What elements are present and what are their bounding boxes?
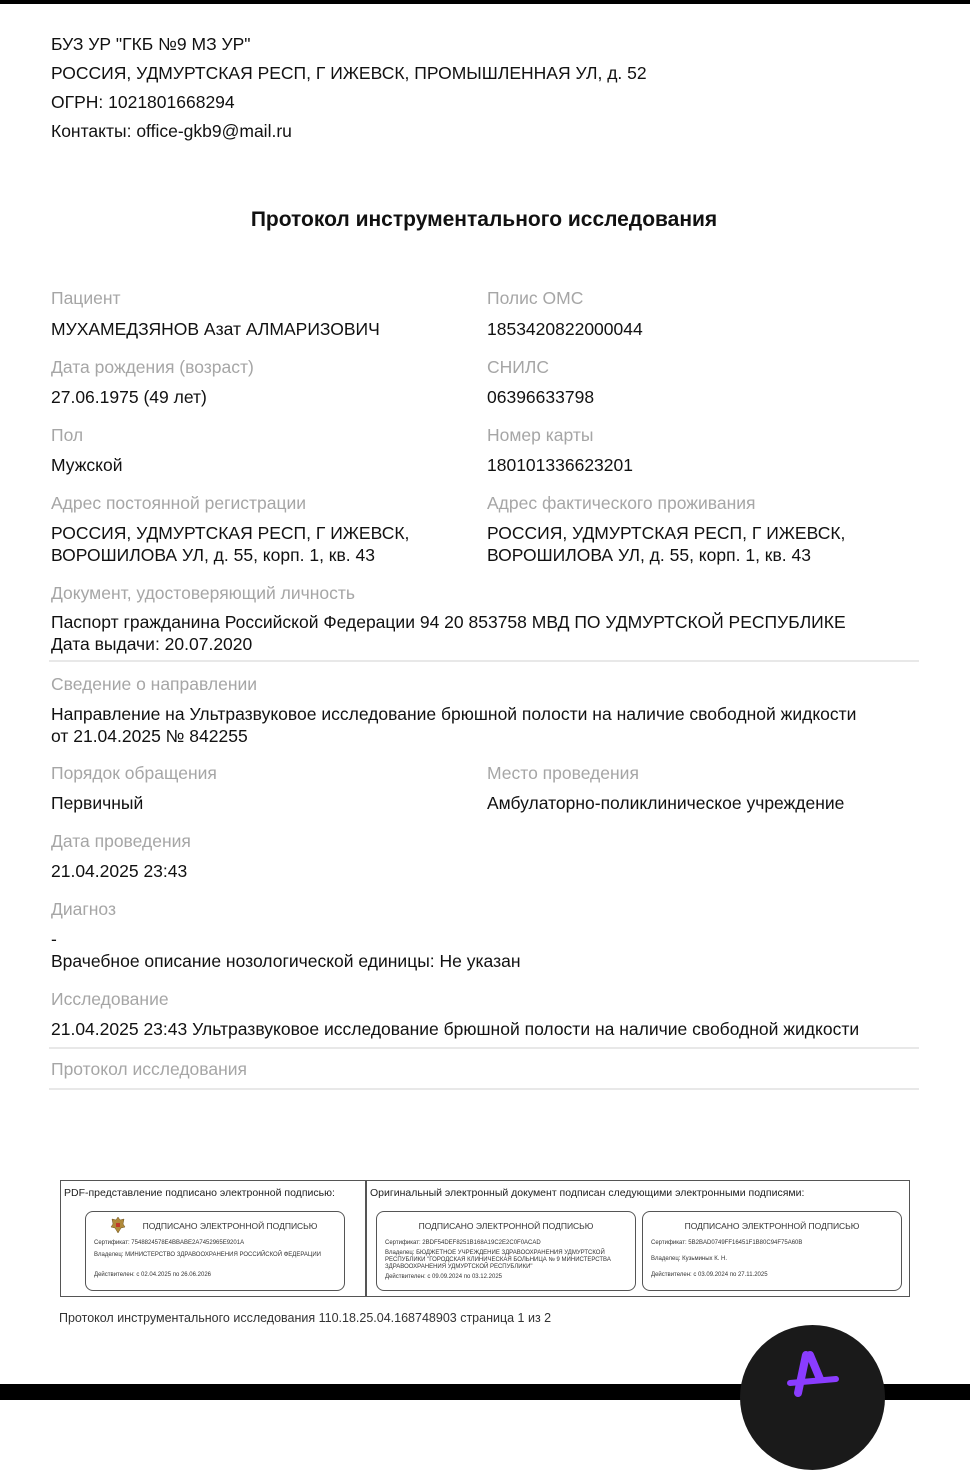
referral-line2: от 21.04.2025 № 842255 xyxy=(51,726,248,746)
org-header xyxy=(51,30,647,146)
date-value: 21.04.2025 23:43 xyxy=(51,861,188,881)
signature-stamp xyxy=(376,1211,636,1291)
diagnosis-label: Диагноз xyxy=(51,899,116,919)
reg-address-label: Адрес постоянной регистрации xyxy=(51,493,307,513)
reg-address-line1: РОССИЯ, УДМУРТСКАЯ РЕСП, Г ИЖЕВСК, xyxy=(51,523,410,543)
stamp-title: ПОДПИСАНО ЭЛЕКТРОННОЙ ПОДПИСЬЮ xyxy=(142,1221,318,1231)
order-label: Порядок обращения xyxy=(51,763,217,783)
pdf-signature-header: PDF-представление подписано электронной подписью: xyxy=(64,1187,335,1199)
org-address: РОССИЯ, УДМУРТСКАЯ РЕСП, Г ИЖЕВСК, ПРОМЫШЛЕННАЯ УЛ, д. 52 xyxy=(51,63,647,83)
signature-block xyxy=(60,1180,910,1297)
stamp-certificate: Сертификат: 7548824578E4BBABE2A7452965E9201A xyxy=(94,1240,245,1246)
divider xyxy=(49,660,919,662)
dob-label: Дата рождения (возраст) xyxy=(51,357,254,377)
document-title: Протокол инструментального исследования xyxy=(250,208,718,231)
fact-address-label: Адрес фактического проживания xyxy=(487,493,756,513)
date-label: Дата проведения xyxy=(51,831,191,851)
sex-value: Мужской xyxy=(51,455,123,475)
divider xyxy=(49,1088,919,1090)
sex-label: Пол xyxy=(51,425,84,445)
stamp-title: ПОДПИСАНО ЭЛЕКТРОННОЙ ПОДПИСЬЮ xyxy=(418,1221,594,1231)
top-bar xyxy=(0,0,970,4)
order-value: Первичный xyxy=(51,793,144,813)
stamp-validity: Действителен: с 02.04.2025 по 26.06.2026 xyxy=(94,1272,211,1278)
stamp-certificate: Сертификат: 5B2BAD0749FF16451F1B80C94F75A60B xyxy=(651,1240,803,1246)
protocol-label: Протокол исследования xyxy=(51,1059,248,1079)
app-logo-icon xyxy=(780,1349,844,1399)
oms-label: Полис ОМС xyxy=(487,288,584,308)
id-document-line1: Паспорт гражданина Российской Федерации 94 20 853758 МВД ПО УДМУРТСКОЙ РЕСПУБЛИКЕ xyxy=(51,612,846,632)
oms-value: 1853420822000044 xyxy=(487,319,643,339)
divider xyxy=(49,1047,919,1049)
patient-label: Пациент xyxy=(51,288,121,308)
id-document-label: Документ, удостоверяющий личность xyxy=(51,583,355,603)
stamp-owner: Владелец: МИНИСТЕРСТВО ЗДРАВООХРАНЕНИЯ РОССИЙСКОЙ ФЕДЕРАЦИИ xyxy=(94,1252,321,1258)
org-contacts: Контакты: office-gkb9@mail.ru xyxy=(51,121,292,141)
stamp-certificate: Сертификат: 2BDF54DEF8251B168A19C2E2C0F0ACAD xyxy=(385,1240,541,1246)
stamp-validity: Действителен: с 09.09.2024 по 03.12.2025 xyxy=(385,1274,502,1280)
study-label: Исследование xyxy=(51,989,169,1009)
page-footer: Протокол инструментального исследования 110.18.25.04.168748903 страница 1 из 2 xyxy=(59,1311,552,1325)
fact-address-line1: РОССИЯ, УДМУРТСКАЯ РЕСП, Г ИЖЕВСК, xyxy=(487,523,846,543)
id-document-line2: Дата выдачи: 20.07.2020 xyxy=(51,634,253,654)
snils-value: 06396633798 xyxy=(487,387,595,407)
place-label: Место проведения xyxy=(487,763,639,783)
patient-name: МУХАМЕДЗЯНОВ Азат АЛМАРИЗОВИЧ xyxy=(51,319,380,339)
app-logo-button[interactable] xyxy=(740,1325,885,1470)
place-value: Амбулаторно-поликлиническое учреждение xyxy=(487,793,845,813)
reg-address-line2: ВОРОШИЛОВА УЛ, д. 55, корп. 1, кв. 43 xyxy=(51,545,375,565)
diagnosis-value: - xyxy=(51,929,57,949)
stamp-owner: Владелец: БЮДЖЕТНОЕ УЧРЕЖДЕНИЕ ЗДРАВООХРАНЕНИЯ УДМУРТСКОЙ РЕСПУБЛИКИ "ГОРОДСКАЯ КЛИНИЧЕСКАЯ БОЛЬНИЦА № 9 МИНИСТЕРСТВА ЗДРАВООХРАНЕНИЯ УДМУРТСКОЙ РЕСПУБЛИКИ" xyxy=(385,1250,611,1270)
card-value: 180101336623201 xyxy=(487,455,633,475)
snils-label: СНИЛС xyxy=(487,357,549,377)
org-ogrn: ОГРН: 1021801668294 xyxy=(51,92,235,112)
stamp-owner: Владелец: Кузьминых К. Н. xyxy=(651,1256,728,1262)
referral-label: Сведение о направлении xyxy=(51,674,258,694)
diagnosis-description: Врачебное описание нозологической единицы: Не указан xyxy=(51,951,521,971)
stamp-title: ПОДПИСАНО ЭЛЕКТРОННОЙ ПОДПИСЬЮ xyxy=(684,1221,860,1231)
stamp-validity: Действителен: с 03.09.2024 по 27.11.2025 xyxy=(651,1272,768,1278)
study-value: 21.04.2025 23:43 Ультразвуковое исследование брюшной полости на наличие свободной жидкости xyxy=(51,1019,860,1039)
signature-divider xyxy=(365,1181,367,1296)
signature-stamp xyxy=(642,1211,902,1291)
fact-address-line2: ВОРОШИЛОВА УЛ, д. 55, корп. 1, кв. 43 xyxy=(487,545,811,565)
referral-line1: Направление на Ультразвуковое исследование брюшной полости на наличие свободной жидкости xyxy=(51,704,857,724)
original-signature-header: Оригинальный электронный документ подписан следующими электронными подписями: xyxy=(370,1187,805,1199)
org-name: БУЗ УР "ГКБ №9 МЗ УР" xyxy=(51,34,251,54)
signature-stamp xyxy=(85,1211,345,1291)
dob-value: 27.06.1975 (49 лет) xyxy=(51,387,207,407)
card-label: Номер карты xyxy=(487,425,594,445)
